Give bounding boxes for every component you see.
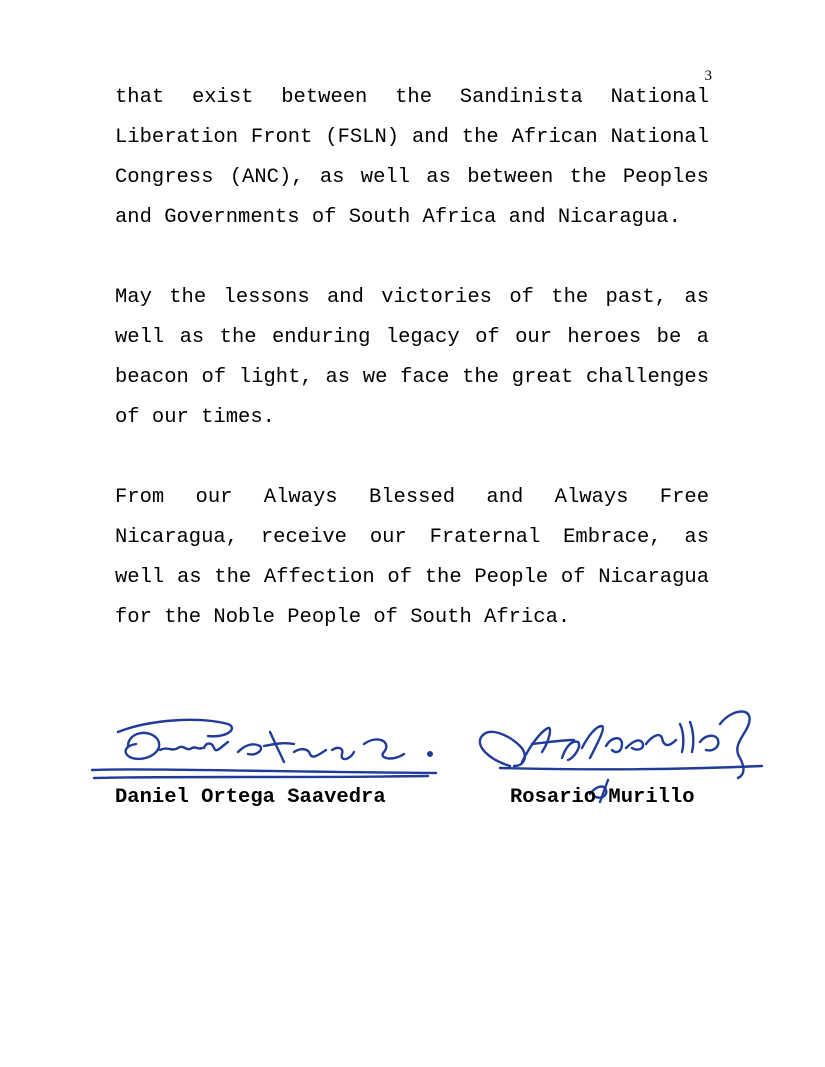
paragraph-lessons: May the lessons and victories of the past, as well as the enduring legacy of our heroes be a beacon of light, as we face the great challenges of our times.	[115, 286, 709, 429]
letter-body	[115, 78, 709, 638]
paragraph-closing-relations: that exist between the Sandinista National Liberation Front (FSLN) and the African National Congress (ANC), as well as between the Peoples and Governments of South Africa and Nicaragua.	[115, 86, 709, 229]
paragraph-embrace: From our Always Blessed and Always Free Nicaragua, receive our Fraternal Embrace, as well as the Affection of the People of Nicaragua for the Noble People of South Africa.	[115, 486, 709, 629]
signatory-name-murillo: Rosario Murillo	[510, 786, 695, 809]
signatory-name-ortega: Daniel Ortega Saavedra	[115, 786, 386, 809]
handwritten-signature-ortega	[88, 702, 448, 787]
signature-block-murillo	[470, 696, 770, 816]
page-number: 3	[704, 68, 712, 84]
signature-block-ortega	[88, 702, 448, 817]
